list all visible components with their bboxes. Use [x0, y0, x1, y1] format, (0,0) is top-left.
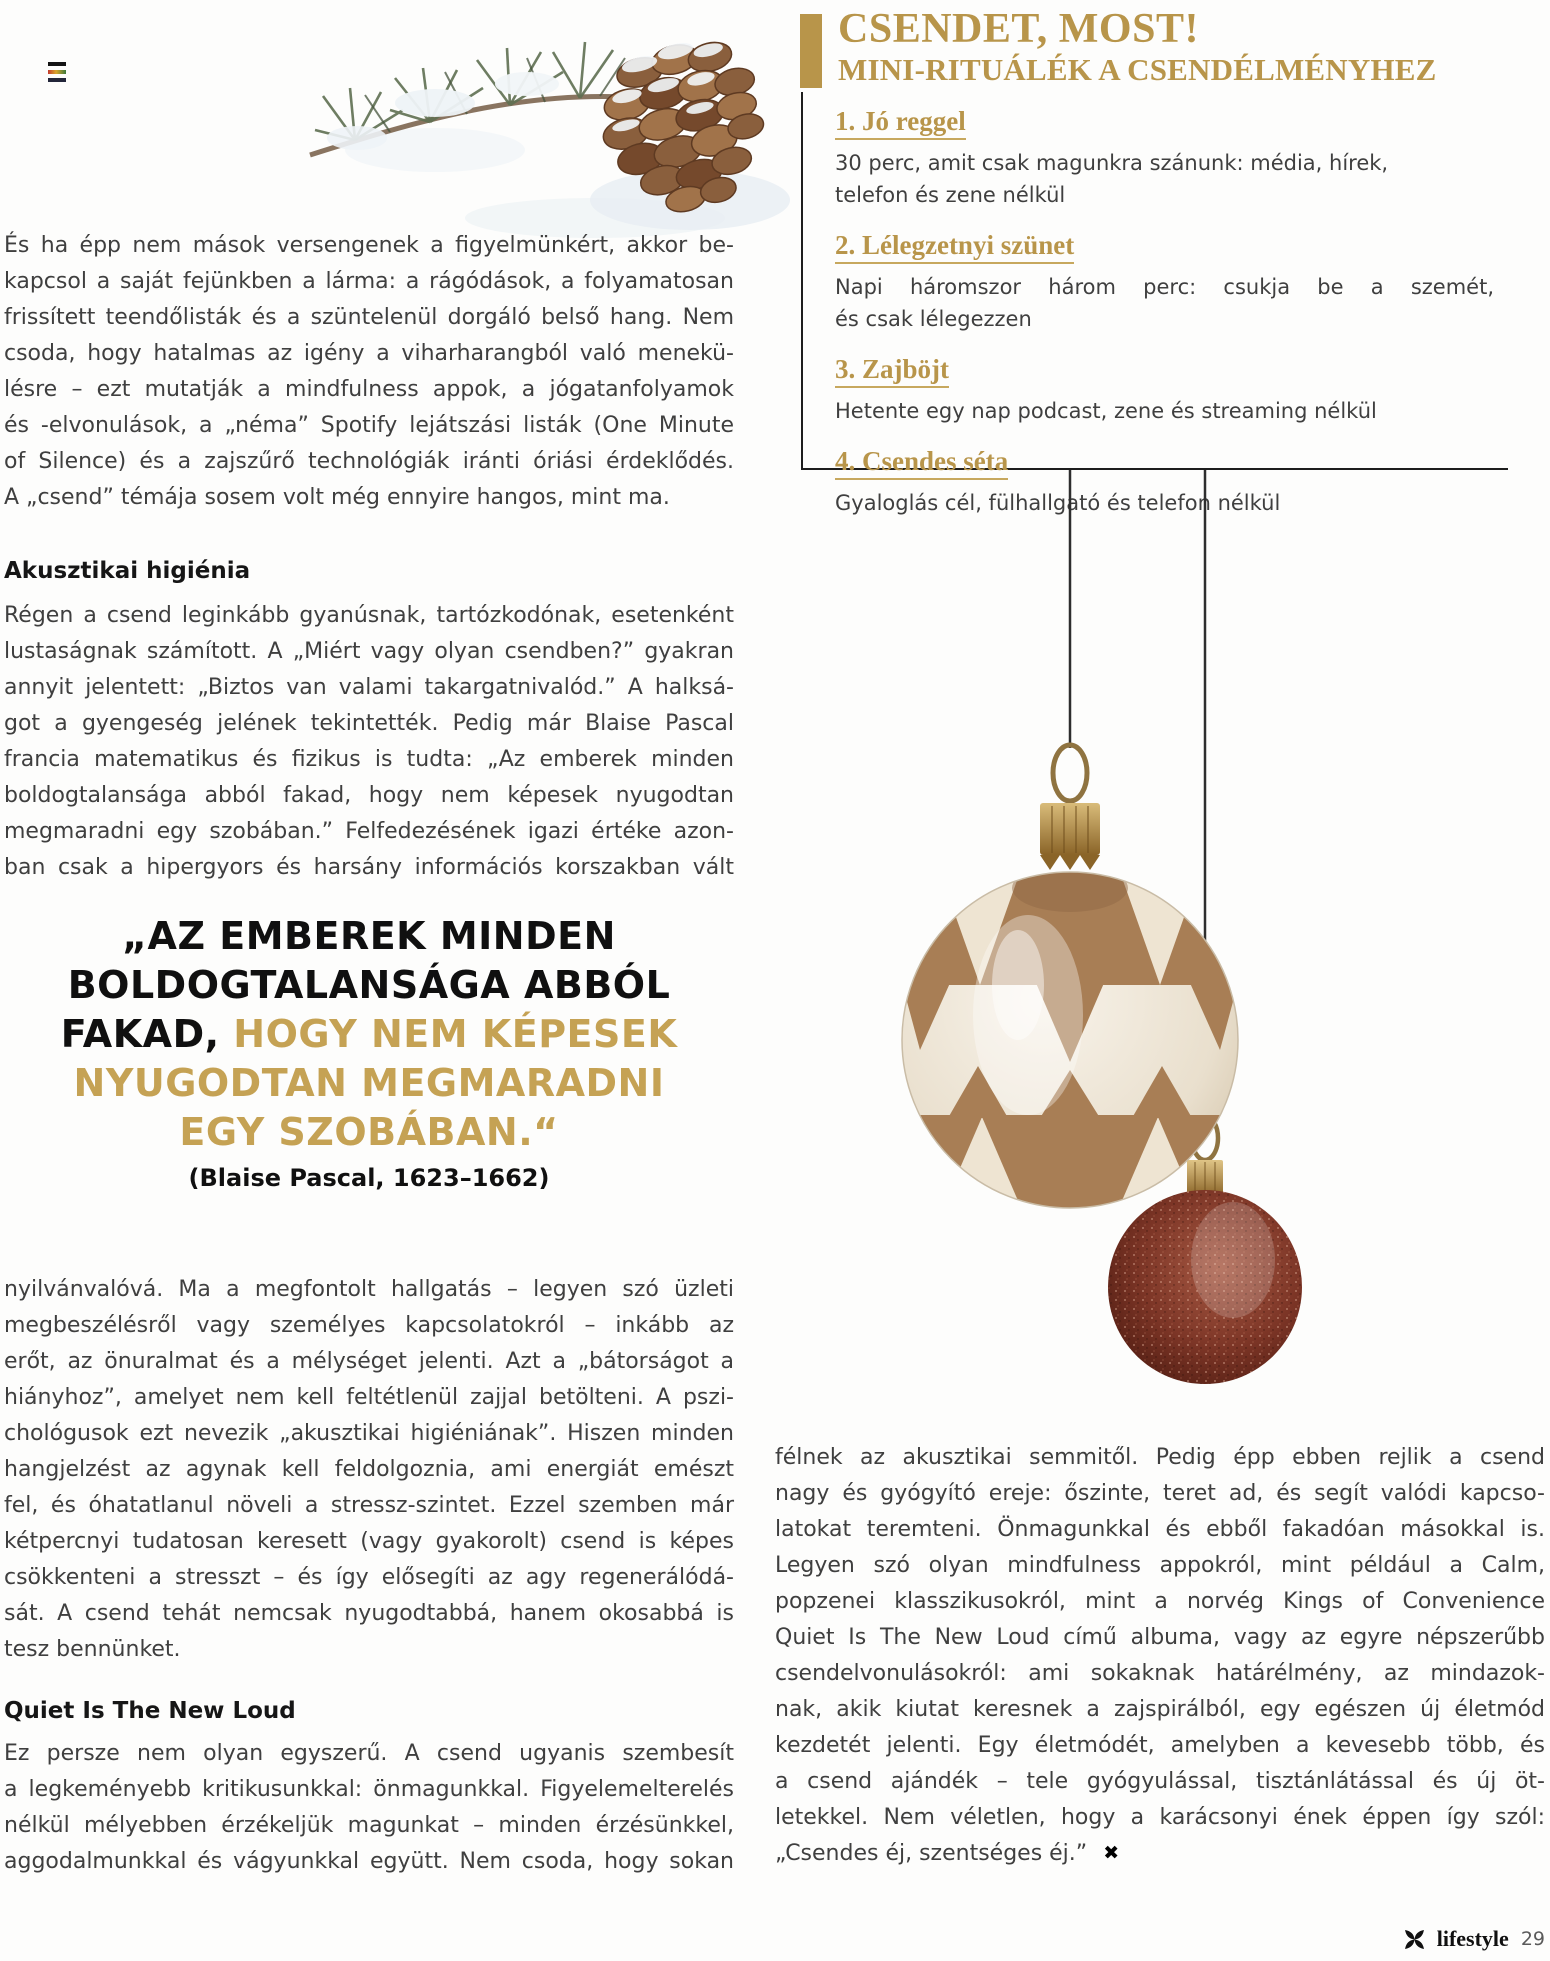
body-line: Quiet Is The New Loud című albuma, vagy az egyre népszerűbb	[775, 1625, 1545, 1650]
ritual-item-1	[835, 106, 1494, 211]
quote-attribution: (Blaise Pascal, 1623–1662)	[188, 1164, 550, 1192]
body-line: hangjelzést az agynak kell feldolgoznia, ami energiát emészt	[4, 1457, 734, 1482]
color-registration-icon	[48, 62, 66, 82]
body-line: nagy és gyógyító ereje: őszinte, teret ad, és segít valódi kapcso-	[775, 1481, 1545, 1506]
pull-quote-line: FAKAD, HOGY NEM KÉPESEK	[60, 1012, 678, 1056]
body-line: francia matematikus és fizikus is tudta: „Az emberek minden	[4, 747, 734, 772]
panel-subtitle: MINI-RITUÁLÉK A CSENDÉLMÉNYHEZ	[838, 52, 1437, 87]
body-paragraph-3	[4, 1272, 734, 1668]
body-line: nyilvánvalóvá. Ma a megfontolt hallgatás – legyen szó üzleti	[4, 1277, 734, 1302]
body-line: A „csend” témája sosem volt még ennyire hangos, mint ma.	[4, 485, 670, 510]
body-line: Régen a csend leginkább gyanúsnak, tartózkodónak, esetenként	[4, 603, 734, 628]
body-line: lésre – ezt mutatják a mindfulness appok, a jógatanfolyamok	[4, 377, 734, 402]
body-line: ban csak a hipergyors és harsány információs korszakban vált	[4, 855, 734, 880]
body-line: of Silence) és a zajszűrő technológiák iránti óriási érdeklődés.	[4, 449, 734, 474]
ritual-heading: 4. Csendes séta	[835, 446, 1008, 480]
section-label: lifestyle	[1436, 1926, 1509, 1951]
body-line: lustaságnak számított. A „Miért vagy olyan csendben?” gyakran	[4, 639, 734, 664]
body-line: félnek az akusztikai semmitől. Pedig épp ebben rejlik a csend	[775, 1445, 1545, 1470]
body-line: erőt, az önuralmat és a mélységet jelenti. Azt a „bátorságot a	[4, 1349, 734, 1374]
pull-quote-line: NYUGODTAN MEGMARADNI	[73, 1061, 665, 1105]
body-line: aggodalmunkkal és vágyunkkal együtt. Nem csoda, hogy sokan	[4, 1849, 734, 1874]
end-of-article-icon: ✖	[1103, 1842, 1120, 1864]
body-line: és -elvonulások, a „néma” Spotify lejátszási listák (One Minute	[4, 413, 734, 438]
body-line: csoda, hogy hatalmas az igény a viharharangból való menekü-	[4, 341, 734, 366]
body-line: chológusok ezt nevezik „akusztikai higiéniának”. Hiszen minden	[4, 1421, 734, 1446]
body-line: nak, akik kiutat keresnek a zajspirálból, egy egészen új életmód	[775, 1697, 1545, 1722]
ritual-text-line: telefon és zene nélkül	[835, 183, 1066, 207]
harlequin-bauble	[890, 470, 1270, 1230]
section-heading-akusztikai: Akusztikai higiénia	[4, 558, 251, 584]
pull-quote	[4, 912, 734, 1157]
body-line: a csend ajándék – tele gyógyulással, tisztánlátással és új öt-	[775, 1769, 1545, 1794]
body-line: hiányhoz”, amelyet nem kell feltétlenül zajjal betölteni. A pszi-	[4, 1385, 734, 1410]
body-line: sát. A csend tehát nemcsak nyugodtabbá, hanem okosabbá is	[4, 1601, 734, 1626]
body-line: annyit jelentett: „Biztos van valami takargatnivalód.” A halksá-	[4, 675, 734, 700]
ritual-heading: 1. Jó reggel	[835, 106, 966, 140]
pull-quote-line: „AZ EMBEREK MINDEN	[122, 914, 616, 958]
body-line: „Csendes éj, szentséges éj.” ✖	[775, 1836, 1545, 1872]
ritual-text-line: Napi háromszor három perc: csukja be a szemét,	[835, 275, 1494, 299]
pull-quote-line: EGY SZOBÁBAN.“	[179, 1110, 559, 1154]
ritual-item-3	[835, 354, 1494, 427]
ritual-text-line: Gyaloglás cél, fülhallgató és telefon nélkül	[835, 491, 1281, 515]
body-line: letekkel. Nem véletlen, hogy a karácsonyi ének éppen így szól:	[775, 1805, 1545, 1830]
body-line: boldogtalansága abból fakad, hogy nem képesek nyugodtan	[4, 783, 734, 808]
ritual-item-2	[835, 230, 1494, 335]
body-line: kezdetét jelenti. Egy életmódét, amelyben a kevesebb több, és	[775, 1733, 1545, 1758]
body-line: nélkül mélyebben érzékeljük magunkat – minden érzésünkkel,	[4, 1813, 734, 1838]
pull-quote-line: BOLDOGTALANSÁGA ABBÓL	[67, 963, 671, 1007]
body-line: kapcsol a saját fejünkben a lárma: a rágódások, a folyamatosan	[4, 269, 734, 294]
body-line: frissített teendőlisták és a szüntelenül dorgáló belső hang. Nem	[4, 305, 734, 330]
headline-accent-bar	[800, 14, 822, 88]
pinwheel-icon	[1404, 1929, 1425, 1950]
body-line: popzenei klasszikusokról, mint a norvég Kings of Convenience	[775, 1589, 1545, 1614]
body-line: fel, és óhatatlanul növeli a stressz-szintet. Ezzel szemben már	[4, 1493, 734, 1518]
body-line: Ez persze nem olyan egyszerű. A csend ugyanis szembesít	[4, 1741, 734, 1766]
pine-cone-illustration	[295, 0, 795, 240]
ritual-text-line: Hetente egy nap podcast, zene és streaming nélkül	[835, 399, 1377, 423]
ritual-heading: 2. Lélegzetnyi szünet	[835, 230, 1074, 264]
body-paragraph-1	[4, 228, 734, 516]
section-heading-quiet: Quiet Is The New Loud	[4, 1698, 296, 1724]
body-line: Legyen szó olyan mindfulness appokról, mint például a Calm,	[775, 1553, 1545, 1578]
ritual-text-line: 30 perc, amit csak magunkra szánunk: média, hírek,	[835, 151, 1389, 175]
body-paragraph-2	[4, 598, 734, 886]
body-paragraph-4	[4, 1736, 734, 1880]
ritual-text-line: és csak lélegezzen	[835, 307, 1032, 331]
body-paragraph-right	[775, 1440, 1545, 1872]
ritual-heading: 3. Zajböjt	[835, 354, 949, 388]
page-footer	[1280, 1926, 1545, 1952]
body-line: got a gyengeség jelének tekintették. Pedig már Blaise Pascal	[4, 711, 734, 736]
panel-title: CSENDET, MOST!	[838, 6, 1199, 52]
body-line: És ha épp nem mások versengenek a figyelmünkért, akkor be-	[4, 233, 734, 258]
body-line: megmaradni egy szobában.” Felfedezésének igazi értéke azon-	[4, 819, 734, 844]
body-line: csendelvonulásokról: ami sokaknak határélmény, az mindazok-	[775, 1661, 1545, 1686]
body-line: tesz bennünket.	[4, 1637, 181, 1662]
body-line: kétpercnyi tudatosan keresett (vagy gyakorolt) csend is képes	[4, 1529, 734, 1554]
body-line: megbeszélésről vagy személyes kapcsolatokról – inkább az	[4, 1313, 734, 1338]
body-line: csökkenteni a stresszt – és így elősegíti az agy regenerálódá-	[4, 1565, 734, 1590]
page-number: 29	[1520, 1928, 1545, 1950]
body-line: latokat teremteni. Önmagunkkal és ebből fakadóan másokkal is.	[775, 1517, 1545, 1542]
body-line: a legkeményebb kritikusunkkal: önmagunkkal. Figyelemelterelés	[4, 1777, 734, 1802]
rituals-panel	[801, 92, 1508, 515]
